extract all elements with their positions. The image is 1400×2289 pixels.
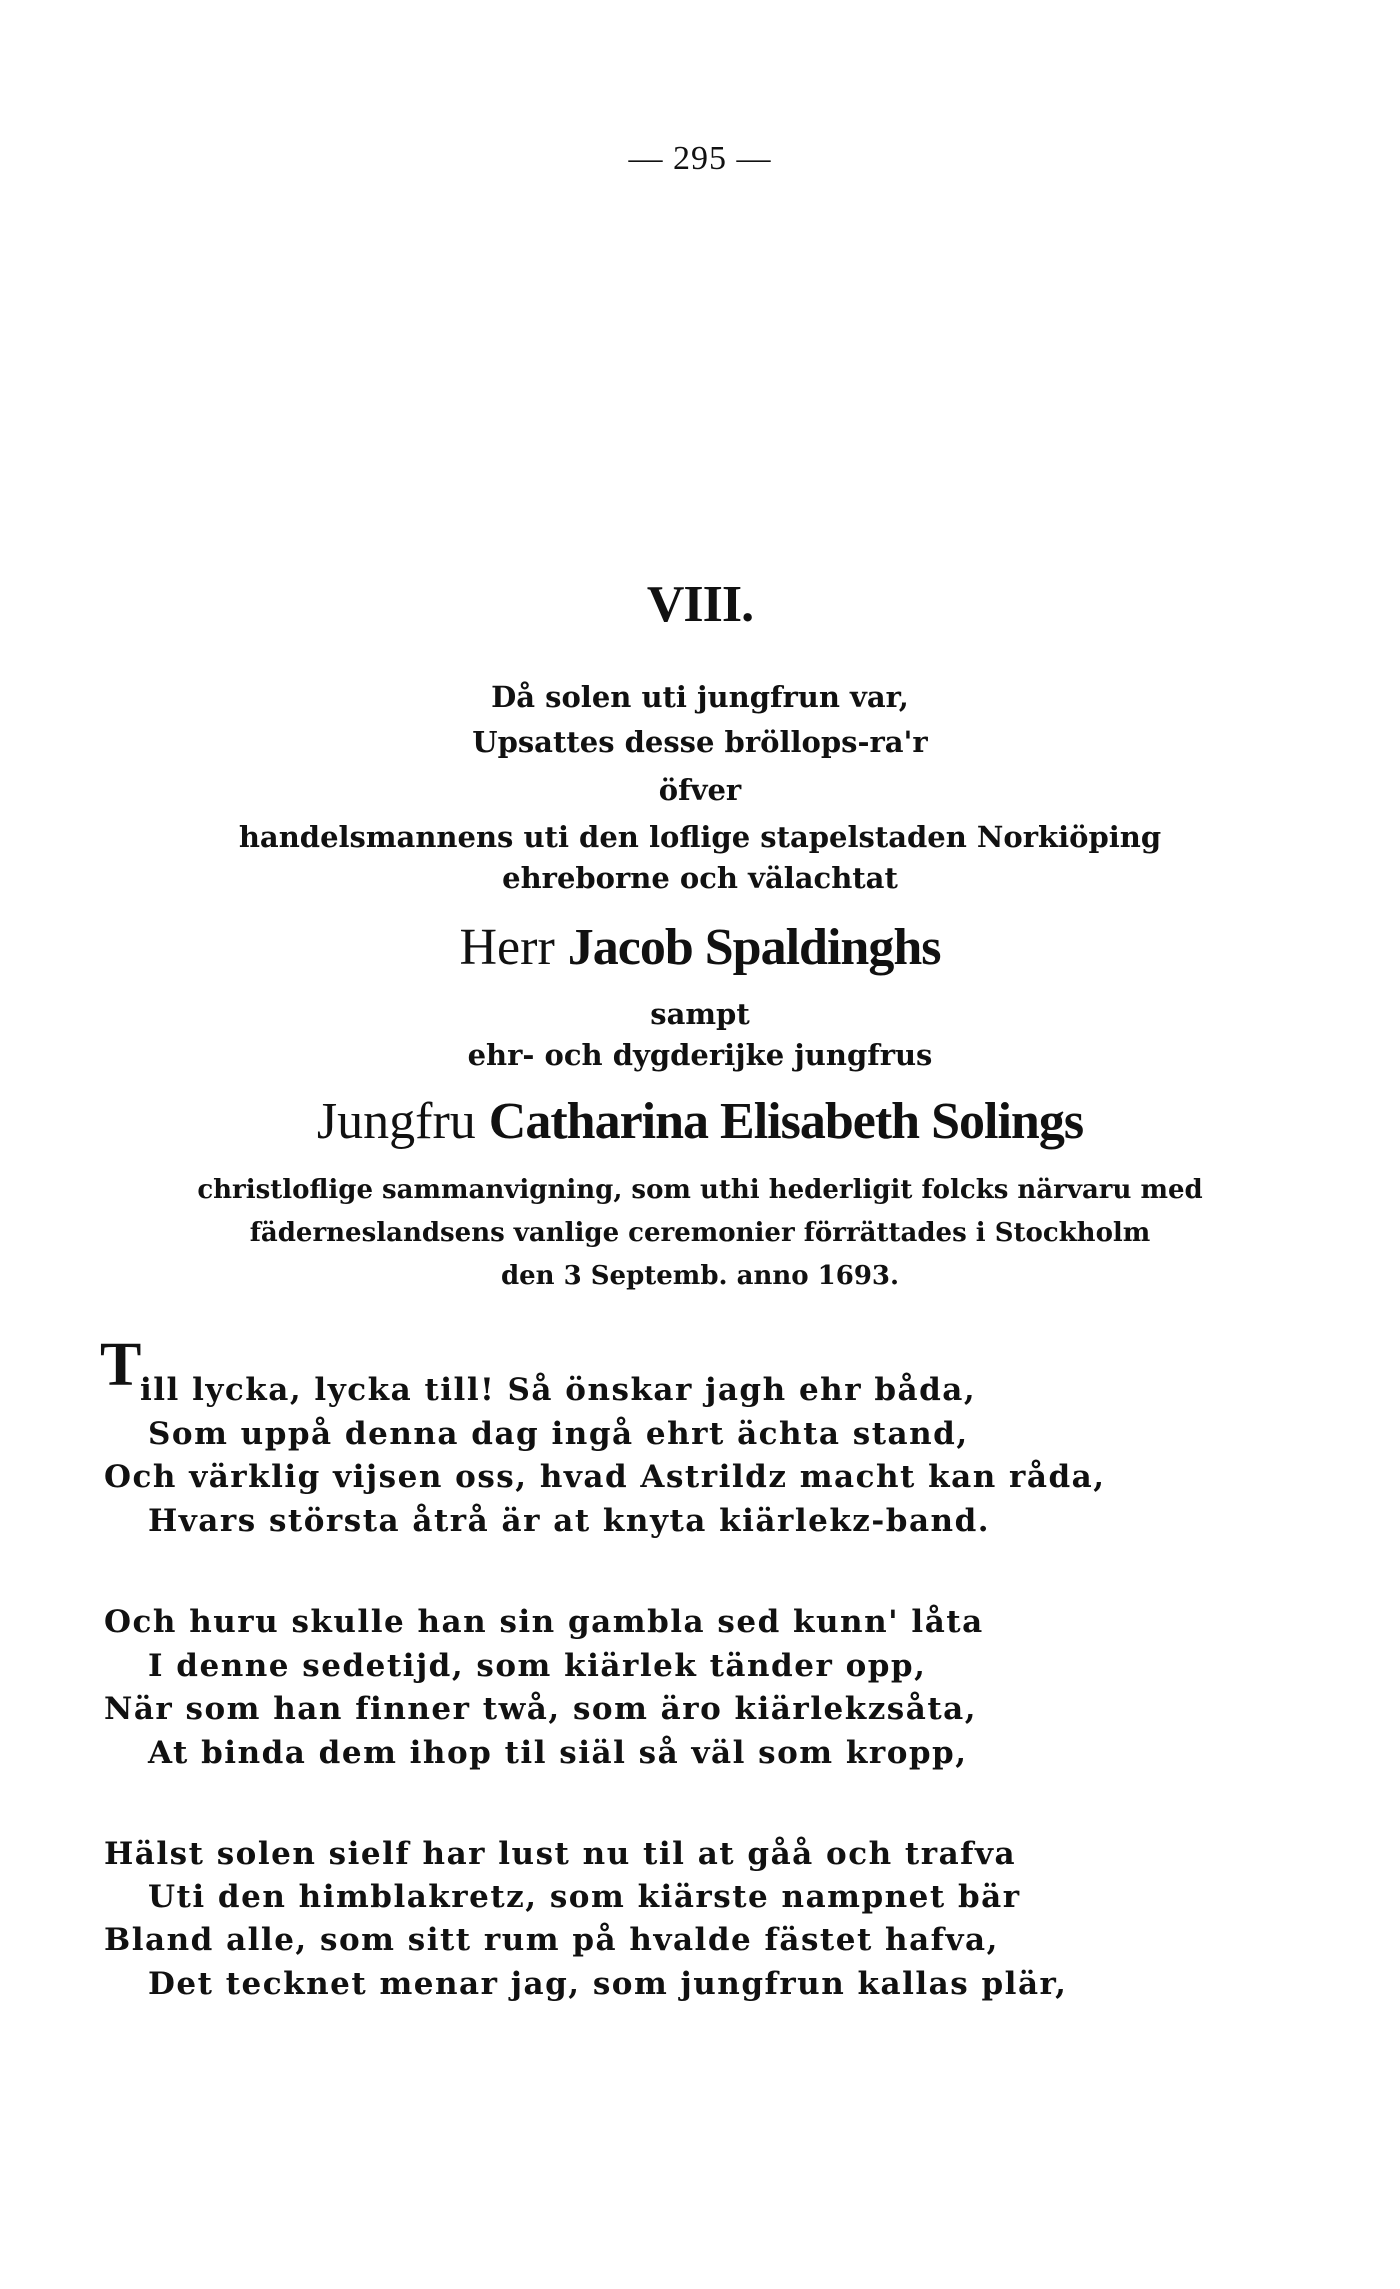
heading-line-5: ehreborne och välachtat xyxy=(502,861,898,895)
verse-line: Bland alle, som sitt rum på hvalde fästet hafva, xyxy=(104,1922,999,1958)
verse-line: Uti den himblakretz, som kiärste nampnet bär xyxy=(148,1879,1021,1915)
heading-line-1: Då solen uti jungfrun var, xyxy=(491,680,909,714)
verse-line: Hälst solen sielf har lust nu til at gåå och trafva xyxy=(104,1836,1017,1872)
heading-line-3: öfver xyxy=(658,773,742,807)
section-number: VIII. xyxy=(646,576,754,633)
groom-name: Jacob Spaldinghs xyxy=(567,919,941,976)
verse-line: Hvars största åtrå är at knyta kiärlekz-band. xyxy=(148,1503,991,1539)
bride-name: Catharina Elisabeth Solings xyxy=(488,1093,1084,1150)
heading-line-2: Upsattes desse bröllops-ra'r xyxy=(472,725,928,759)
drop-cap: T xyxy=(100,1331,142,1399)
dedication-line-2: fäderneslandsens vanlige ceremonier förrättades i Stockholm xyxy=(249,1218,1151,1248)
page-number: — 295 — xyxy=(628,140,772,177)
verse-line: Det tecknet menar jag, som jungfrun kallas plär, xyxy=(148,1966,1068,2002)
verse-line: Och huru skulle han sin gambla sed kunn' låta xyxy=(104,1604,984,1640)
groom-prefix: Herr xyxy=(459,919,555,976)
dedication-line-3: den 3 Septemb. anno 1693. xyxy=(500,1261,900,1291)
verse-line: ill lycka, lycka till! Så önskar jagh ehr båda, xyxy=(140,1372,977,1408)
verse-line: Som uppå denna dag ingå ehrt ächta stand, xyxy=(148,1416,969,1452)
bride-name-line xyxy=(0,1092,1400,1151)
dedication-line-1: christloflige sammanvigning, som uthi hederligit folcks närvaru med xyxy=(197,1175,1203,1205)
verse-line: När som han finner twå, som äro kiärlekzsåta, xyxy=(104,1691,978,1727)
bride-prefix: Jungfru xyxy=(316,1093,476,1150)
verse-line: Och värklig vijsen oss, hvad Astrildz macht kan råda, xyxy=(104,1459,1106,1495)
verse-line: I denne sedetijd, som kiärlek tänder opp, xyxy=(148,1648,927,1684)
heading-line-4: handelsmannens uti den loflige stapelstaden Norkiöping xyxy=(238,820,1162,854)
heading-line-7: ehr- och dygderijke jungfrus xyxy=(467,1038,933,1072)
heading-line-6: sampt xyxy=(650,997,750,1031)
groom-name-line xyxy=(0,918,1400,977)
verse-line: At binda dem ihop til siäl så väl som kropp, xyxy=(148,1735,968,1771)
